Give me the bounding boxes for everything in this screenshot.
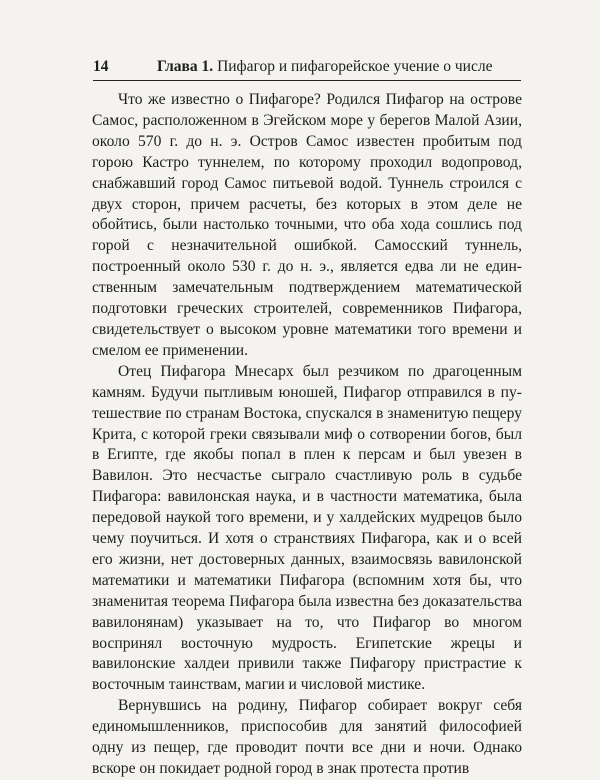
- body-text: [92, 90, 522, 780]
- running-header: [93, 57, 525, 79]
- chapter-title: Пифагор и пифагорейское учение о числе: [217, 58, 493, 75]
- page-number: 14: [93, 58, 109, 75]
- header-rule: [93, 80, 521, 81]
- chapter-label: Глава 1.: [157, 58, 214, 75]
- paragraph-1: Что же известно о Пифагоре? Родился Пифагор на острове Самос, расположенном в Эгейском море у берегов Малой Азии, около 570 г. до н. э. Остров Самос известен пробитым под горою Кастро туннелем, по которому проходил водопровод, снабжавший город Самос питьевой водой. Туннель строился с двух сторон, причем расчеты, без которых в этом деле не обойтись, были настолько точными, что оба хода сошлись под горой с незначительной ошибкой. Самосский туннель, построенный около 530 г. до н. э., является едва ли не единственным замечательным подтверждением математической подготовки греческих строителей, современников Пифагора, свидетельствует о высоком уровне математики того времени и смелом ее применении.: [92, 91, 522, 359]
- paragraph-2: Отец Пифагора Мнесарх был резчиком по драгоценным камням. Будучи пытливым юношей, Пифагор отправился в путешествие по странам Востока, спускался в знаменитую пещеру Крита, с которой греки связывали миф о сотворении богов, был в Египте, где якобы попал в плен к персам и был увезен в Вавилон. Это несчастье сыграло счастливую роль в судьбе Пифагора: вавилонская наука, и в частности математика, была передовой наукой того времени, и у халдейских мудрецов было чему поучиться. И хотя о странствиях Пифагора, как и о всей его жизни, нет достоверных данных, взаимосвязь вавилонской математики и математики Пифагора (вспомним хотя бы, что знаменитая теорема Пифагора была известна без доказательства вавилонянам) указывает на то, что Пифагор во многом воспринял восточную мудрость. Египетские жрецы и вавилонские халдеи привили также Пифагору пристрастие к восточным таинствам, магии и числовой мистике.: [92, 362, 522, 694]
- paragraph-3: Вернувшись на родину, Пифагор собирает вокруг себя единомышленников, приспособив для занятий философией одну из пещер, где проводит почти все дни и ночи. Однако вскоре он покидает родной город в знак протеста против: [92, 697, 522, 777]
- running-title: [157, 57, 492, 77]
